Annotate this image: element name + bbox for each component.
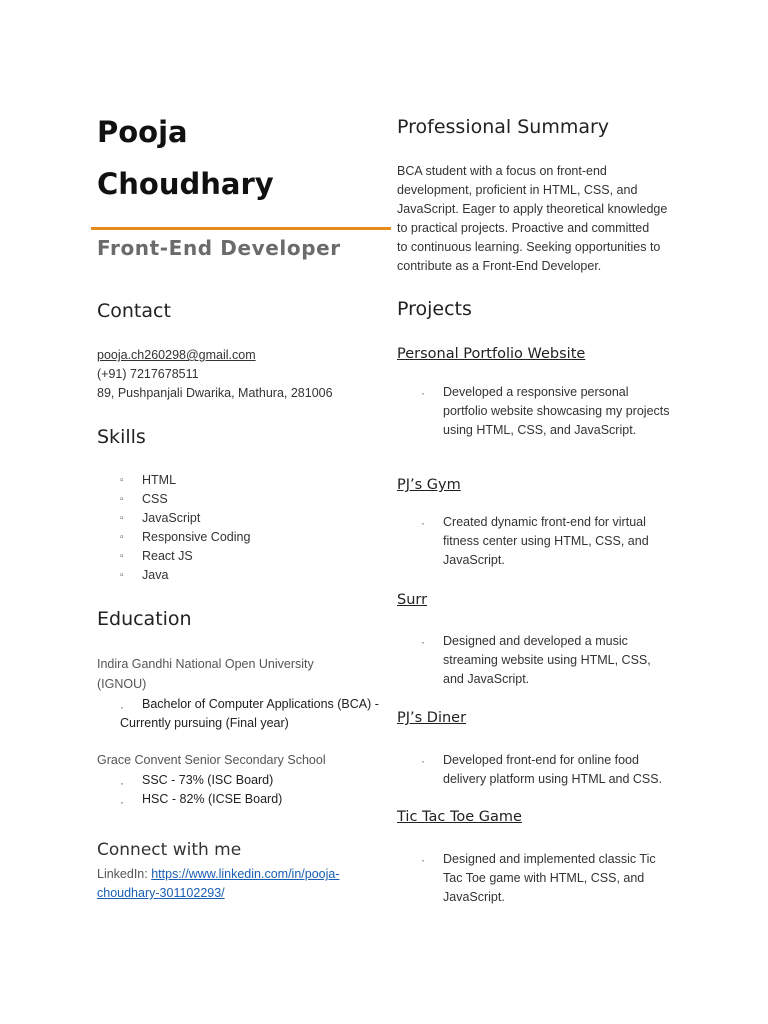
last-name: Choudhary <box>97 167 274 201</box>
bullet-icon: ▫ <box>120 513 124 524</box>
bullet-icon: · <box>120 795 124 809</box>
skill-item: CSS <box>142 492 168 506</box>
email-link[interactable]: pooja.ch260298@gmail.com <box>97 348 256 362</box>
project-desc: Developed front-end for online food delivery platform using HTML and CSS. <box>443 753 663 786</box>
bullet-icon: · <box>421 386 425 400</box>
skill-item: React JS <box>142 549 193 563</box>
bullet-icon: · <box>120 700 124 714</box>
summary-text <box>397 162 687 276</box>
linkedin-label: LinkedIn: <box>97 867 152 881</box>
project-title-tictactoe: Tic Tac Toe Game <box>397 809 522 825</box>
project-desc: Created dynamic front-end for virtual fitness center using HTML, CSS, and JavaScript. <box>443 515 649 567</box>
bullet-icon: ▫ <box>120 475 124 486</box>
bullet-icon: · <box>421 754 425 768</box>
phone-text: (+91) 7217678511 <box>97 367 199 381</box>
project-title-portfolio: Personal Portfolio Website <box>397 346 586 362</box>
degree-status-text: Currently pursuing (Final year) <box>120 716 289 730</box>
skill-item: JavaScript <box>142 511 201 525</box>
bullet-icon: · <box>120 776 124 790</box>
summary-line: to practical projects. Proactive and committed <box>397 221 650 235</box>
linkedin-block <box>97 865 387 903</box>
skill-item: Java <box>142 568 169 582</box>
summary-line: BCA student with a focus on front-end <box>397 164 607 178</box>
degree-text: Bachelor of Computer Applications (BCA) - <box>142 697 379 711</box>
bullet-icon: · <box>421 853 425 867</box>
project-desc: Designed and implemented classic Tic Tac Toe game with HTML, CSS, and JavaScript. <box>443 852 656 904</box>
school-name: Indira Gandhi National Open University <box>97 657 314 671</box>
bullet-icon: · <box>421 635 425 649</box>
accent-divider <box>91 227 391 230</box>
ssc-result: SSC - 73% (ISC Board) <box>142 773 274 787</box>
bullet-icon: · <box>421 516 425 530</box>
summary-line: contribute as a Front-End Developer. <box>397 259 602 273</box>
school-name: Grace Convent Senior Secondary School <box>97 753 326 767</box>
summary-line: development, proficient in HTML, CSS, and <box>397 183 638 197</box>
contact-block <box>97 346 387 403</box>
school-name-abbrev: (IGNOU) <box>97 677 147 691</box>
projects-heading: Projects <box>397 298 472 320</box>
linkedin-link[interactable]: https://www.linkedin.com/in/pooja- <box>151 867 340 881</box>
project-title-diner: PJ’s Diner <box>397 710 467 726</box>
job-title: Front-End Developer <box>97 236 341 260</box>
summary-line: JavaScript. Eager to apply theoretical knowledge <box>397 202 668 216</box>
connect-heading: Connect with me <box>97 840 242 860</box>
hsc-result: HSC - 82% (ICSE Board) <box>142 792 283 806</box>
education-heading: Education <box>97 608 192 630</box>
skill-item: HTML <box>142 473 177 487</box>
bullet-icon: ▫ <box>120 532 124 543</box>
summary-line: to continuous learning. Seeking opportunities to <box>397 240 661 254</box>
project-desc: Designed and developed a music streaming website using HTML, CSS, and JavaScript. <box>443 634 651 686</box>
bullet-icon: ▫ <box>120 570 124 581</box>
skill-item: Responsive Coding <box>142 530 251 544</box>
contact-heading: Contact <box>97 300 171 322</box>
skills-heading: Skills <box>97 426 146 448</box>
address-text: 89, Pushpanjali Dwarika, Mathura, 281006 <box>97 386 333 400</box>
summary-heading: Professional Summary <box>397 116 610 138</box>
project-title-gym: PJ’s Gym <box>397 477 461 493</box>
project-title-surr: Surr <box>397 592 428 608</box>
project-desc: Developed a responsive personal portfolio website showcasing my projects using HTML, CSS, and JavaScript. <box>443 385 670 437</box>
bullet-icon: ▫ <box>120 494 124 505</box>
first-name: Pooja <box>97 115 188 149</box>
bullet-icon: ▫ <box>120 551 124 562</box>
linkedin-link-continued[interactable]: choudhary-301102293/ <box>97 886 225 900</box>
